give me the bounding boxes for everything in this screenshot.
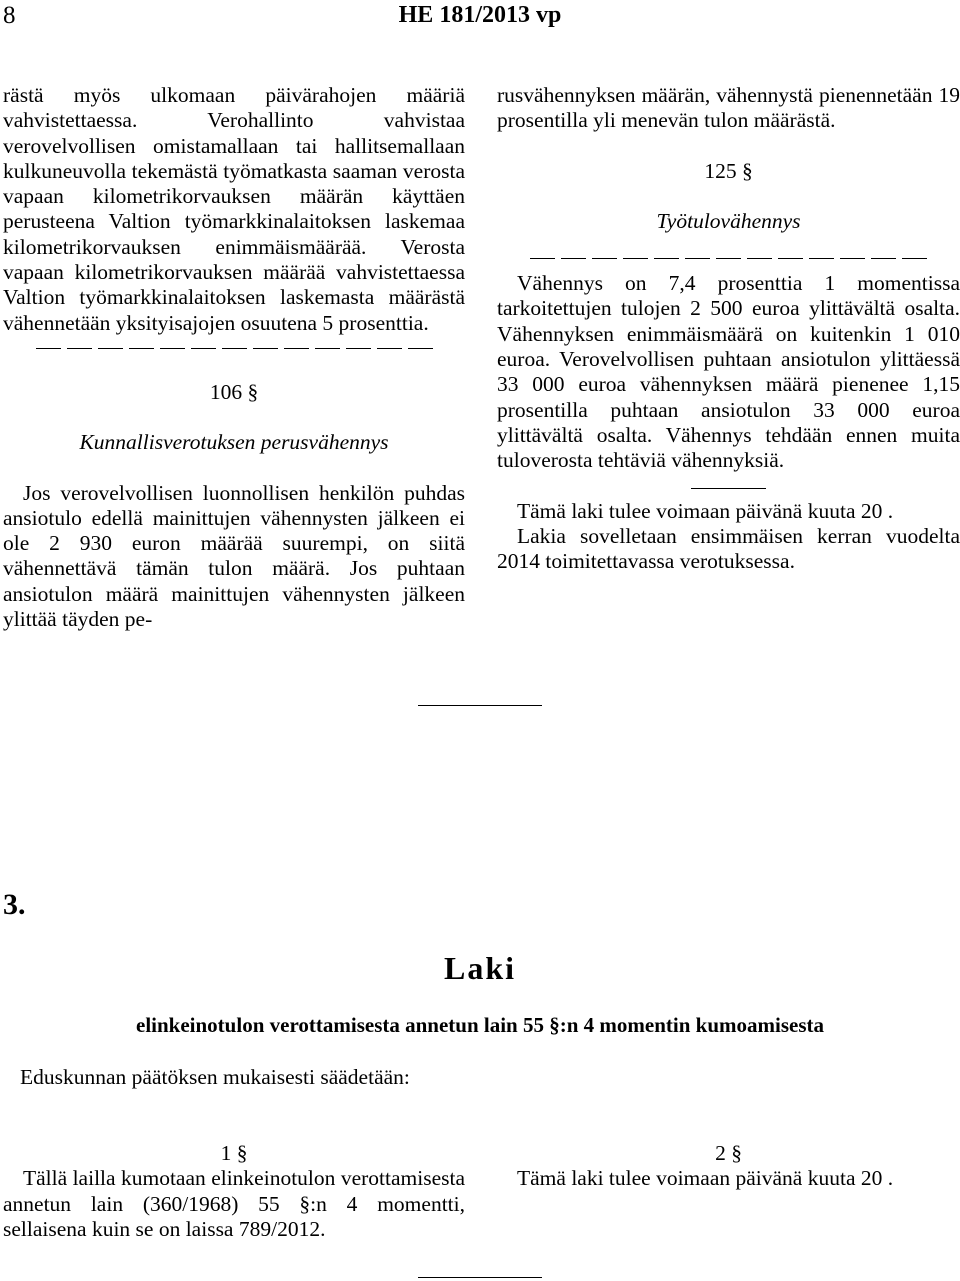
law-right-column xyxy=(497,1141,960,1192)
effective-date-clause: Tämä laki tulee voimaan päivänä kuuta 20 . xyxy=(517,1166,894,1191)
section-number: 1 § xyxy=(220,1141,248,1165)
dashed-separator xyxy=(497,246,960,271)
paragraph-continuation: rästä myös ulkomaan päivärahojen määriä vahvistettaessa. Verohallinto vahvistaa verovelvollisen omistamallaan tai hallitsemallaan kulkuneuvolla tekemästä työmatkasta saaman verosta vapaan kilometrikorvauksen määrän käyttäen perusteena Valtion työmarkkinalaitoksen laskemaa kilometrikorvauksen enimmäismäärää. Verosta vapaan kilometrikorvauksen määrää vahvistettaessa Valtion työmarkkinalaitoksen laskemasta määrästä vähennetään yksityisajojen osuutena 5 prosenttia. xyxy=(3,83,465,335)
paragraph: Jos verovelvollisen luonnollisen henkilön puhdas ansiotulo edellä mainittujen vähennysten jälkeen ei ole 2 930 euron määrää suurempi, on siitä vähennettävä tämän tulon määrä. Jos puhtaan ansiotulon määrä mainittujen vähennysten jälkeen ylittää täyden pe- xyxy=(3,480,465,632)
paragraph-continuation: rusvähennyksen määrän, vähennystä pienennetään 19 prosentilla yli menevän tulon määrästä. xyxy=(497,83,960,133)
end-rule xyxy=(418,1277,542,1278)
section-number: 2 § xyxy=(715,1141,742,1165)
short-rule xyxy=(691,488,766,489)
section-number: 125 § xyxy=(704,158,753,183)
section-number: 106 § xyxy=(209,379,259,404)
law-title: Laki xyxy=(443,950,517,986)
application-clause: Lakia sovelletaan ensimmäisen kerran vuodelta 2014 toimitettavassa verotuksessa. xyxy=(497,523,960,574)
law-subtitle: elinkeinotulon verottamisesta annetun lain 55 §:n 4 momentin kumoamisesta xyxy=(136,1013,824,1037)
paragraph: Tällä lailla kumotaan elinkeinotulon verottamisesta annetun lain (360/1968) 55 §:n 4 momentti, sellaisena kuin se on laissa 789/2012. xyxy=(3,1166,465,1241)
paragraph: Vähennys on 7,4 prosenttia 1 momentissa tarkoitettujen tulojen 2 500 euroa ylittävältä osalta. Vähennyksen enimmäismäärä on kuitenkin 1 010 euroa. Verovelvollisen puhtaan ansiotulon ylittäessä 33 000 euroa vähennyksen määrä pienenee 1,15 prosentilla puhtaan ansiotulon 33 000 euroa ylittävältä osalta. Vähennys tehdään ennen muita tuloverosta tehtäviä vähennyksiä. xyxy=(497,271,960,473)
enactment-clause: Eduskunnan päätöksen mukaisesti säädetään: xyxy=(20,1065,410,1089)
law-number: 3. xyxy=(3,888,26,921)
law-left-column xyxy=(3,1141,465,1242)
dashed-separator xyxy=(3,336,465,361)
document-header-title: HE 181/2013 vp xyxy=(398,2,562,28)
section-title: Kunnallisverotuksen perusvähennys xyxy=(79,430,389,455)
right-column xyxy=(497,83,960,574)
effective-date-clause: Tämä laki tulee voimaan päivänä kuuta 20 . xyxy=(517,498,894,523)
section-title: Työtulovähennys xyxy=(656,208,801,233)
end-rule xyxy=(418,705,542,706)
left-column xyxy=(3,83,465,632)
page-number: 8 xyxy=(3,2,16,29)
